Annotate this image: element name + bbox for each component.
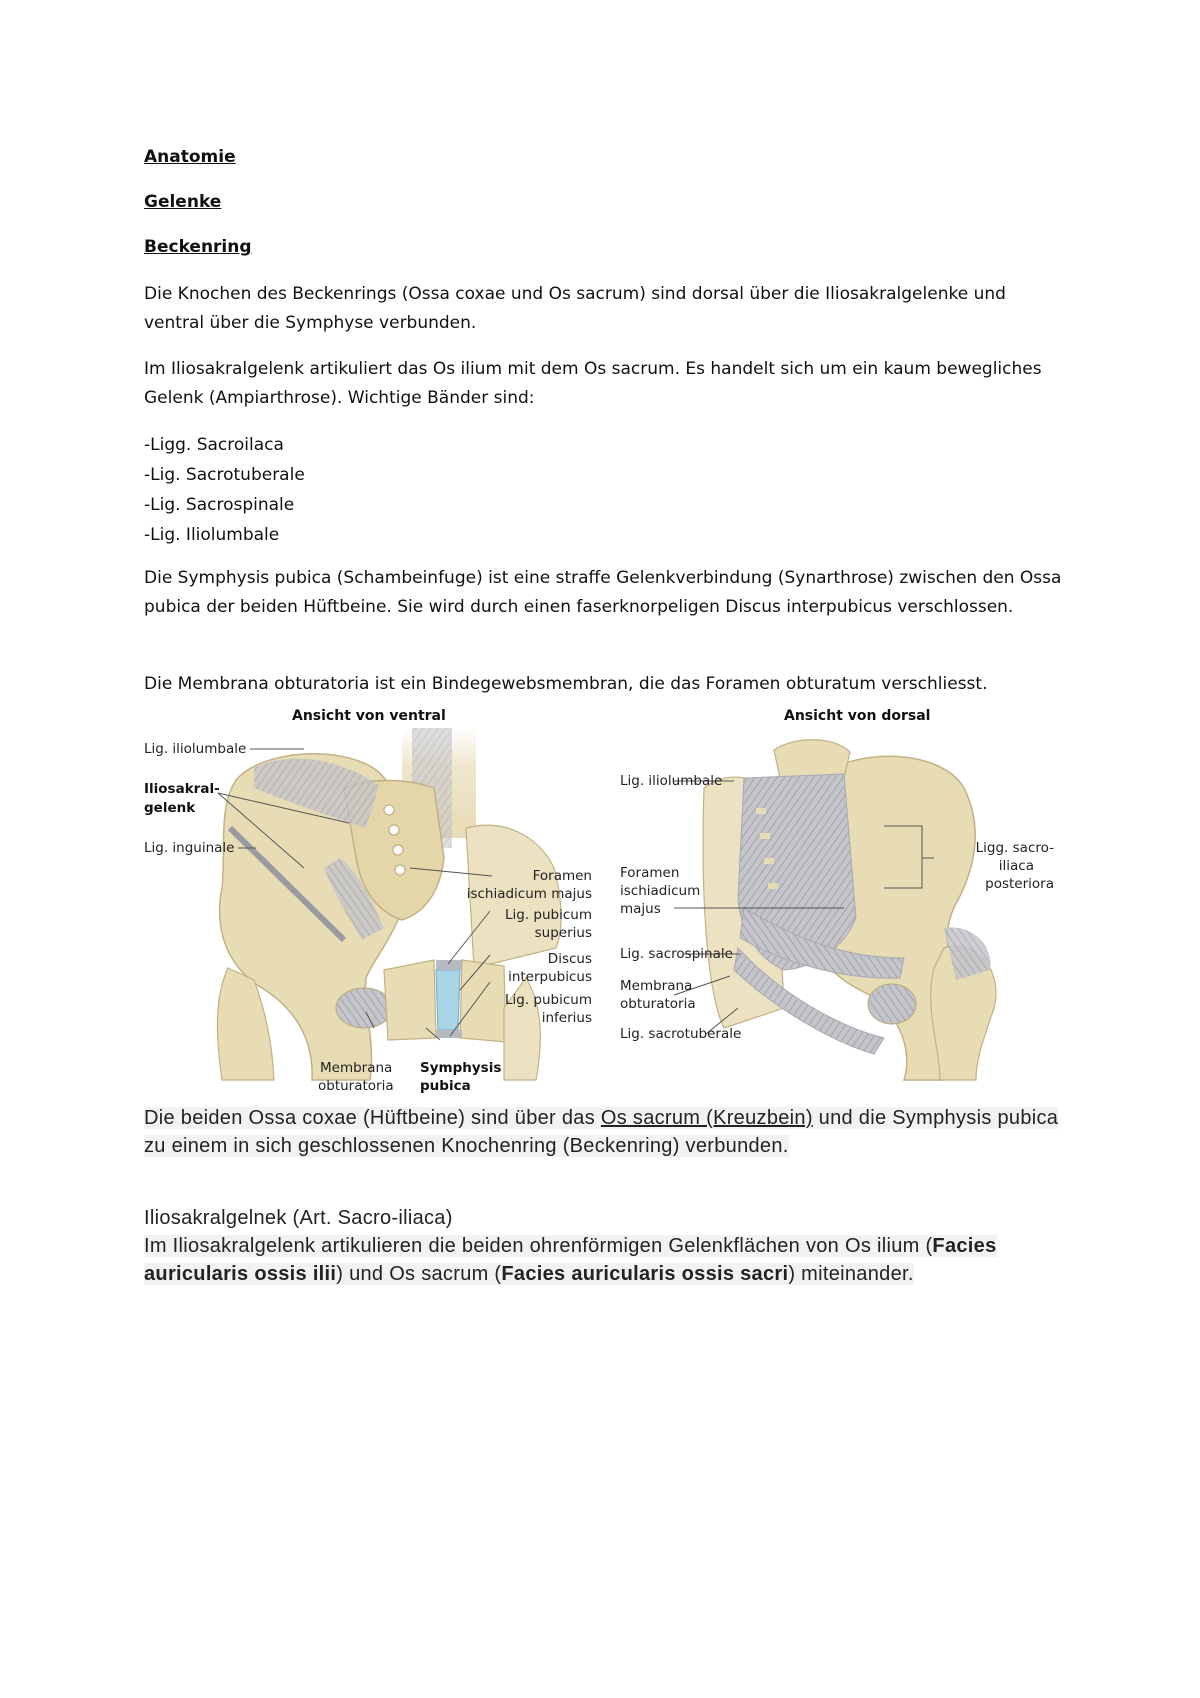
- dorsal-membrana-shape: [868, 984, 916, 1024]
- dorsal-view: [620, 708, 1054, 1080]
- list-item: -Lig. Sacrospinale: [144, 495, 295, 515]
- ventral-title: Ansicht von ventral: [292, 708, 446, 724]
- text-run: Im Iliosakralgelenk artikulieren die beiden ohrenförmigen Gelenkflächen von Os ilium (: [144, 1235, 933, 1257]
- label-lig-sacrotuberale: Lig. sacrotuberale: [620, 1026, 742, 1042]
- text-run: und die Symphysis pubica zu einem in sich geschlossenen Knochenring (Beckenring) verbunden.: [144, 1107, 1059, 1157]
- label-lig-iliolumbale-dorsal: Lig. iliolumbale: [620, 773, 723, 789]
- label-lig-sacrospinale: Lig. sacrospinale: [620, 946, 733, 962]
- paragraph-membrana: Die Membrana obturatoria ist ein Bindegewebsmembran, die das Foramen obturatum verschliesst.: [144, 674, 988, 694]
- ligament-list: [144, 430, 1064, 550]
- label-iliosakralgelenk-2: gelenk: [144, 800, 196, 816]
- text-bold: Facies auricularis ossis ilii: [144, 1235, 997, 1285]
- text-run: ) und Os sacrum (: [336, 1263, 502, 1285]
- label-ligg-sacro-1: Ligg. sacro-: [975, 840, 1054, 856]
- discus-interpubicus-shape: [436, 970, 460, 1030]
- paragraph-iliosakralgelenk: Im Iliosakralgelenk artikuliert das Os ilium mit dem Os sacrum. Es handelt sich um ein kaum bewegliches Gelenk (Ampiarthrose). Wichtige Bänder sind:: [144, 359, 1042, 408]
- ventral-view: [144, 708, 592, 1094]
- label-pub-sup-2: superius: [534, 925, 592, 941]
- pelvis-figure: [144, 708, 1054, 1096]
- label-pub-sup-1: Lig. pubicum: [505, 907, 592, 923]
- list-item: -Ligg. Sacroilaca: [144, 435, 284, 455]
- label-foramen-dorsal-1: Foramen: [620, 865, 680, 881]
- label-ligg-sacro-3: posteriora: [985, 876, 1054, 892]
- text-bold: Facies auricularis ossis sacri: [501, 1263, 789, 1285]
- label-foramen-ventral-1: Foramen: [532, 868, 592, 884]
- paragraph-facies-auricularis: [144, 1232, 1064, 1288]
- heading-beckenring: Beckenring: [144, 237, 252, 257]
- text-run: Die beiden Ossa coxae (Hüftbeine) sind über das: [144, 1107, 601, 1129]
- paragraph-ossa-coxae: [144, 1104, 1064, 1160]
- label-foramen-dorsal-3: majus: [620, 901, 661, 917]
- label-iliosakralgelenk-1: Iliosakral-: [144, 781, 220, 797]
- dorsal-vertebra: [774, 740, 850, 778]
- label-pub-inf-2: inferius: [541, 1010, 592, 1026]
- paragraph-beckenring-knochen: Die Knochen des Beckenrings (Ossa coxae und Os sacrum) sind dorsal über die Iliosakralgelenke und ventral über die Symphyse verbunden.: [144, 284, 1006, 333]
- text-run: ) miteinander.: [788, 1263, 914, 1285]
- pelvis-illustration: [144, 708, 1054, 1096]
- membrana-obturatoria-shape: [336, 988, 392, 1028]
- label-membrana-ventral-1: Membrana: [320, 1060, 393, 1076]
- label-membrana-dorsal-1: Membrana: [620, 978, 693, 994]
- label-lig-iliolumbale-ventral: Lig. iliolumbale: [144, 741, 247, 757]
- label-foramen-ventral-2: ischiadicum majus: [466, 886, 592, 902]
- label-pub-inf-1: Lig. pubicum: [505, 992, 592, 1008]
- list-item: -Lig. Sacrotuberale: [144, 465, 305, 485]
- dorsal-title: Ansicht von dorsal: [784, 708, 931, 724]
- label-membrana-ventral-2: obturatoria: [318, 1078, 394, 1094]
- list-item: -Lig. Iliolumbale: [144, 525, 280, 545]
- heading-iliosakralgelenk: Iliosakralgelnek (Art. Sacro-iliaca): [144, 1207, 453, 1229]
- label-symphysis-1: Symphysis: [420, 1060, 502, 1076]
- label-membrana-dorsal-2: obturatoria: [620, 996, 696, 1012]
- label-symphysis-2: pubica: [420, 1078, 471, 1094]
- heading-anatomie: Anatomie: [144, 147, 236, 167]
- label-lig-inguinale: Lig. inguinale: [144, 840, 235, 856]
- link-os-sacrum[interactable]: Os sacrum (Kreuzbein): [600, 1107, 813, 1129]
- label-foramen-dorsal-2: ischiadicum: [620, 883, 701, 899]
- heading-gelenke: Gelenke: [144, 192, 222, 212]
- label-discus-1: Discus: [547, 951, 592, 967]
- label-discus-2: interpubicus: [508, 969, 592, 985]
- paragraph-symphysis: Die Symphysis pubica (Schambeinfuge) ist eine straffe Gelenkverbindung (Synarthrose) zwischen den Ossa pubica der beiden Hüftbeine. Sie wird durch einen faserknorpeligen Discus interpubicus verschlossen.: [144, 568, 1062, 617]
- label-ligg-sacro-2: iliaca: [998, 858, 1034, 874]
